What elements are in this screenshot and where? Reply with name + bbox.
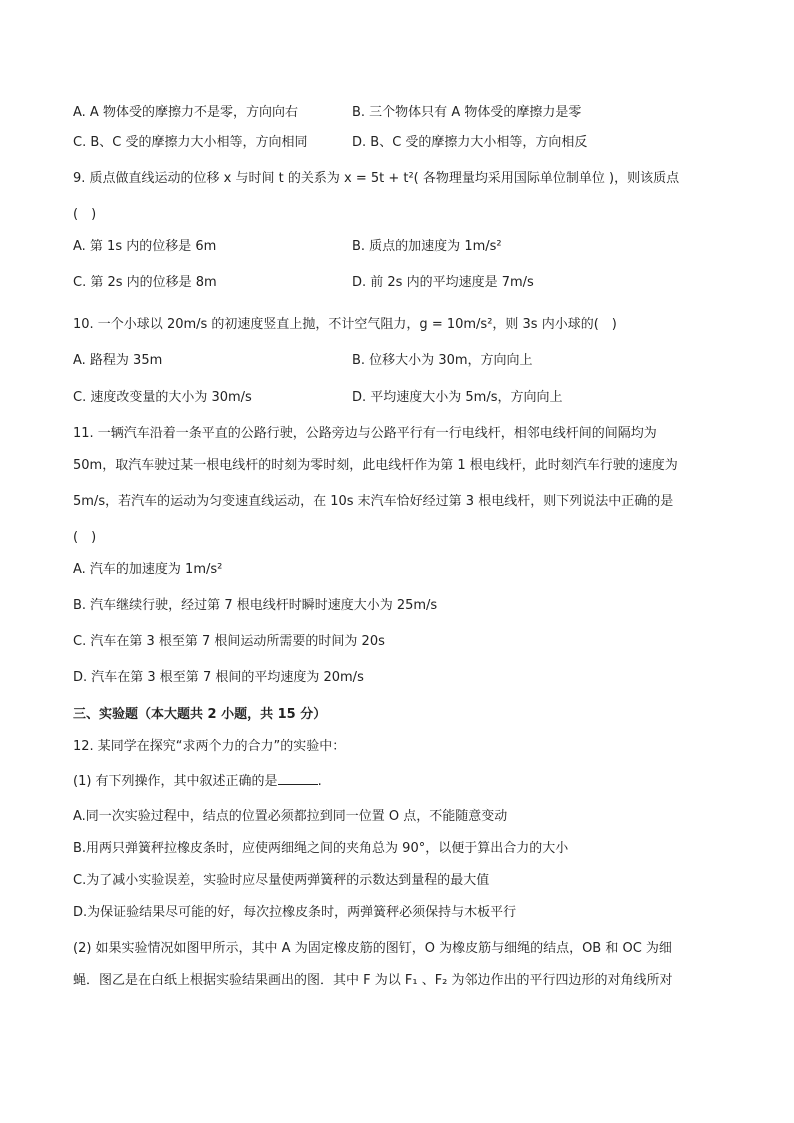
q12-part2-line1: (2) 如果实验情况如图甲所示，其中 A 为固定橡皮筋的图钉，O 为橡皮筋与细绳的结点，OB 和 OC 为细 [73,941,672,956]
answer-blank[interactable] [278,772,318,785]
q8-option-c: C. B、C 受的摩擦力大小相等，方向相同 [73,135,308,150]
q9-option-a: A. 第 1s 内的位移是 6m [73,239,217,254]
q11-answer-bracket: ( ) [73,530,97,545]
q8-option-a: A. A 物体受的摩擦力不是零，方向向右 [73,105,298,120]
q10-option-c: C. 速度改变量的大小为 30m/s [73,390,252,405]
q9-answer-bracket: ( ) [73,207,97,222]
q10-option-d: D. 平均速度大小为 5m/s，方向向上 [352,390,563,405]
q12-stem: 12. 某同学在探究“求两个力的合力”的实验中： [73,739,346,754]
q12-option-c: C.为了减小实验误差，实验时应尽量使两弹簧秤的示数达到量程的最大值 [73,873,490,888]
q11-option-d: D. 汽车在第 3 根至第 7 根间的平均速度为 20m/s [73,670,364,685]
q10-option-a: A. 路程为 35m [73,353,163,368]
section-heading-experiment: 三、实验题（本大题共 2 小题，共 15 分） [73,707,327,722]
q11-stem-line3: 5m/s，若汽车的运动为匀变速直线运动，在 10s 末汽车恰好经过第 3 根电线杆，则下列说法中正确的是 [73,494,674,509]
q8-option-d: D. B、C 受的摩擦力大小相等，方向相反 [352,135,588,150]
q11-stem-line1: 11. 一辆汽车沿着一条平直的公路行驶，公路旁边与公路平行有一行电线杆，相邻电线杆间的间隔均为 [73,426,657,441]
q8-option-b: B. 三个物体只有 A 物体受的摩擦力是零 [352,105,582,120]
q9-option-d: D. 前 2s 内的平均速度是 7m/s [352,275,534,290]
q11-option-c: C. 汽车在第 3 根至第 7 根间运动所需要的时间为 20s [73,634,385,649]
q12-option-d: D.为保证验结果尽可能的好，每次拉橡皮条时，两弹簧秤必须保持与木板平行 [73,905,517,920]
q10-option-b: B. 位移大小为 30m，方向向上 [352,353,533,368]
q12-option-a: A.同一次实验过程中，结点的位置必须都拉到同一位置 O 点，不能随意变动 [73,809,508,824]
q12-part1-text: (1) 有下列操作，其中叙述正确的是 [73,774,278,789]
q9-stem: 9. 质点做直线运动的位移 x 与时间 t 的关系为 x = 5t + t²( 各物理量均采用国际单位制单位 )，则该质点 [73,171,680,186]
q11-stem-line2: 50m，取汽车驶过某一根电线杆的时刻为零时刻，此电线杆作为第 1 根电线杆，此时刻汽车行驶的速度为 [73,458,678,473]
q11-option-a: A. 汽车的加速度为 1m/s² [73,562,223,577]
q9-option-c: C. 第 2s 内的位移是 8m [73,275,217,290]
q12-option-b: B.用两只弹簧秤拉橡皮条时，应使两细绳之间的夹角总为 90°，以便于算出合力的大小 [73,841,569,856]
q11-option-b: B. 汽车继续行驶，经过第 7 根电线杆时瞬时速度大小为 25m/s [73,598,438,613]
q10-stem: 10. 一个小球以 20m/s 的初速度竖直上抛，不计空气阻力，g = 10m/s²，则 3s 内小球的( ) [73,317,617,332]
q9-option-b: B. 质点的加速度为 1m/s² [352,239,502,254]
q12-part2-line2: 蝇．图乙是在白纸上根据实验结果画出的图．其中 F 为以 F₁ 、F₂ 为邻边作出的平行四边形的对角线所对 [73,973,673,988]
q12-part1 [73,772,322,791]
q12-part1-end: . [317,774,322,789]
